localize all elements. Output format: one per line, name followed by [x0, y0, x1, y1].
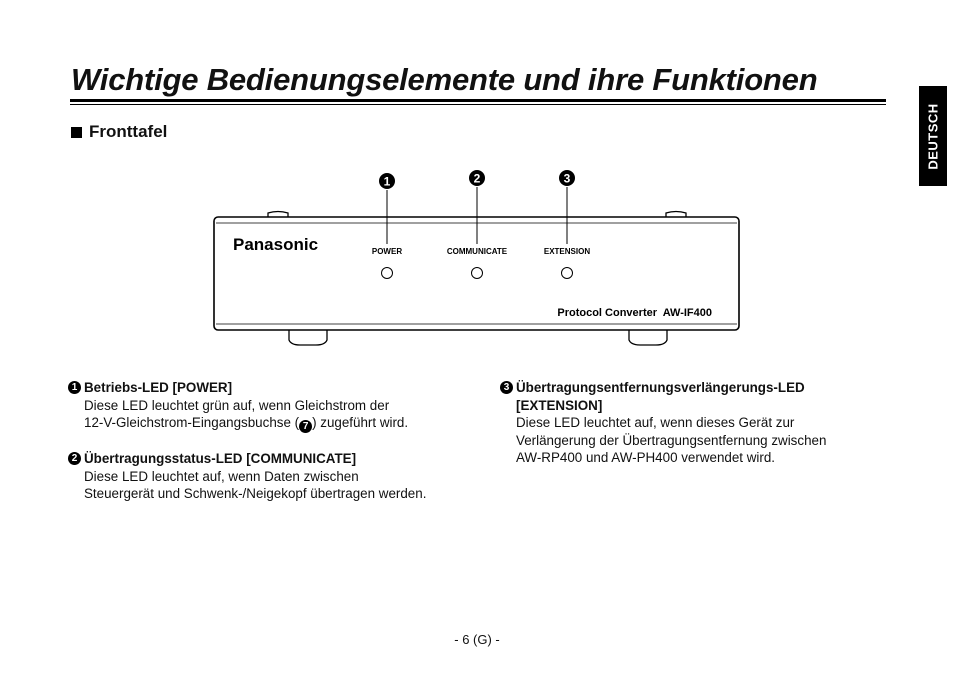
description-extension-line2: Verlängerung der Übertragungsentfernung zwischen	[516, 432, 827, 448]
description-communicate-line1: Diese LED leuchtet auf, wenn Daten zwischen	[84, 468, 359, 484]
description-power-line1: Diese LED leuchtet grün auf, wenn Gleichstrom der	[84, 397, 390, 413]
led-extension-indicator	[562, 268, 573, 279]
description-power-line2-end: ) zugeführt wird.	[312, 415, 409, 430]
language-tab-label: DEUTSCH	[925, 102, 941, 170]
description-power	[68, 379, 408, 433]
description-power-title: Betriebs-LED [POWER]	[84, 380, 233, 395]
number-3-icon: 3	[500, 381, 513, 394]
number-2-icon: 2	[68, 452, 81, 465]
description-extension-title-cont: [EXTENSION]	[516, 397, 603, 413]
description-extension-line1: Diese LED leuchtet auf, wenn dieses Gerät zur	[516, 415, 795, 430]
page-number: - 6 (G) -	[454, 632, 500, 647]
led-extension-label: EXTENSION	[543, 247, 591, 256]
description-communicate	[68, 450, 426, 503]
description-power-line2-start: 12-V-Gleichstrom-Eingangsbuchse (	[84, 415, 300, 430]
callout-3-number: 3	[563, 171, 571, 186]
led-communicate-indicator	[472, 268, 483, 279]
description-extension-heading	[500, 379, 826, 397]
device-model-label: Protocol Converter AW-IF400	[557, 307, 712, 319]
led-power-label: POWER	[371, 247, 403, 256]
description-communicate-line2: Steuergerät und Schwenk-/Neigekopf übertragen werden.	[84, 486, 427, 501]
callout-1-number: 1	[383, 174, 391, 189]
number-1-icon: 1	[68, 381, 81, 394]
number-7-icon: 7	[299, 420, 312, 433]
description-extension	[500, 379, 826, 467]
description-extension-title: Übertragungsentfernungsverlängerungs-LED	[516, 380, 805, 395]
description-communicate-heading	[68, 450, 426, 468]
description-power-line2	[68, 414, 408, 433]
callout-2-number: 2	[473, 171, 481, 186]
page-title: Wichtige Bedienungselemente und ihre Funktionen	[71, 62, 818, 97]
device-foot-left	[289, 330, 327, 345]
device-brand: Panasonic	[233, 235, 319, 254]
device-foot-right	[629, 330, 667, 345]
description-communicate-title: Übertragungsstatus-LED [COMMUNICATE]	[84, 451, 357, 466]
section-heading-label: Fronttafel	[89, 122, 168, 141]
description-extension-line3: AW-RP400 und AW-PH400 verwendet wird.	[516, 450, 776, 465]
description-power-heading	[68, 379, 408, 397]
led-power-indicator	[382, 268, 393, 279]
led-communicate-label: COMMUNICATE	[446, 247, 508, 256]
